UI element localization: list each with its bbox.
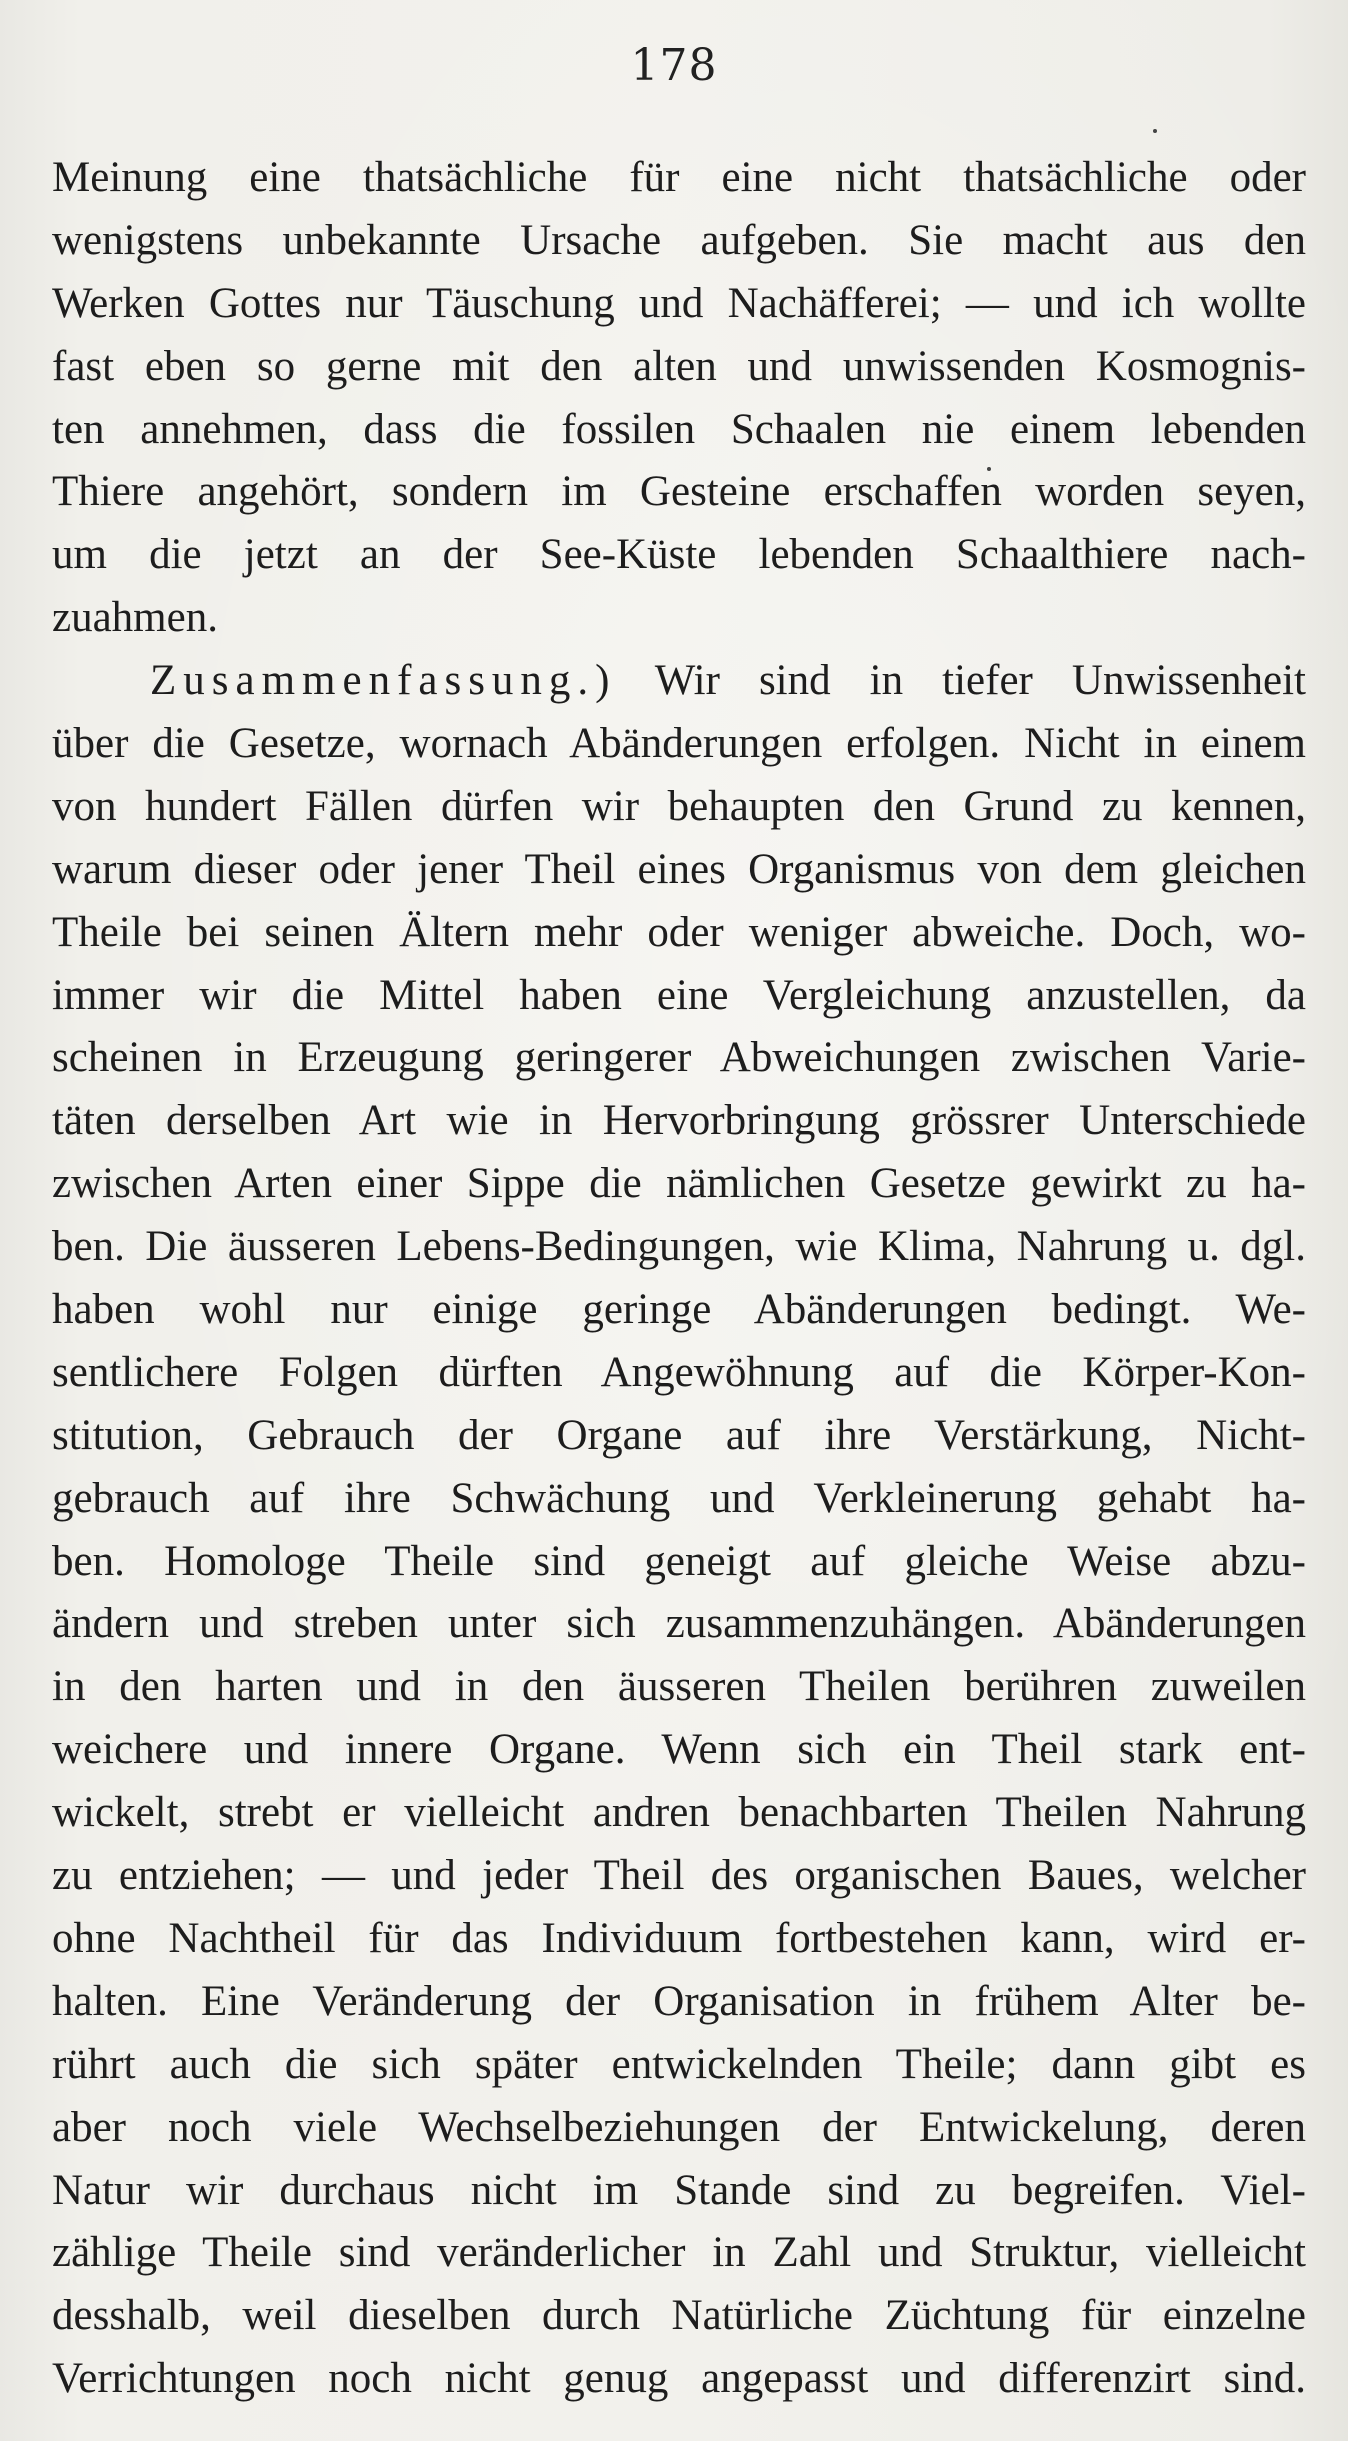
text-line: rührt auch die sich später entwickelnden Theile; dann gibt es xyxy=(52,2040,1306,2088)
text-line: ben. Die äusseren Lebens-Bedingungen, wie Klima, Nahrung u. dgl. xyxy=(52,1223,1306,1271)
text-line: zählige Theile sind veränderlicher in Zahl und Struktur, vielleicht xyxy=(52,2229,1306,2277)
text-line: warum dieser oder jener Theil eines Organismus von dem gleichen xyxy=(52,845,1306,893)
text-line: desshalb, weil dieselben durch Natürliche Züchtung für einzelne xyxy=(52,2292,1306,2340)
text-line: von hundert Fällen dürfen wir behaupten den Grund zu kennen, xyxy=(52,782,1306,830)
text-line: zu entziehen; — und jeder Theil des organischen Baues, welcher xyxy=(52,1852,1306,1900)
text-line: aber noch viele Wechselbeziehungen der Entwickelung, deren xyxy=(52,2103,1306,2151)
text-line: ohne Nachtheil für das Individuum fortbestehen kann, wird er- xyxy=(52,1914,1306,1962)
text-line: weichere und innere Organe. Wenn sich ein Theil stark ent- xyxy=(52,1726,1306,1774)
text-line: ben. Homologe Theile sind geneigt auf gleiche Weise abzu- xyxy=(52,1537,1306,1585)
text-line: fast eben so gerne mit den alten und unwissenden Kosmognis- xyxy=(52,342,1306,390)
text-line: scheinen in Erzeugung geringerer Abweichungen zwischen Varie- xyxy=(52,1034,1306,1082)
text-line: über die Gesetze, wornach Abänderungen erfolgen. Nicht in einem xyxy=(52,720,1306,768)
text-line: haben wohl nur einige geringe Abänderungen bedingt. We- xyxy=(52,1286,1306,1334)
page-number: 178 xyxy=(630,40,718,91)
section-heading: Zusammenfassung.) xyxy=(150,657,617,705)
text-line: Theile bei seinen Ältern mehr oder weniger abweiche. Doch, wo- xyxy=(52,908,1306,956)
text-line: ten annehmen, dass die fossilen Schaalen nie einem lebenden xyxy=(52,405,1306,453)
text-line: täten derselben Art wie in Hervorbringung grössrer Unterschiede xyxy=(52,1097,1306,1145)
text-line: Natur wir durchaus nicht im Stande sind zu begreifen. Viel- xyxy=(52,2166,1306,2214)
text-line: um die jetzt an der See-Küste lebenden Schaalthiere nach- xyxy=(52,531,1306,579)
text-line: stitution, Gebrauch der Organe auf ihre Verstärkung, Nicht- xyxy=(52,1411,1306,1459)
text-line: wickelt, strebt er vielleicht andren benachbarten Theilen Nahrung xyxy=(52,1789,1306,1837)
text-line: Thiere angehört, sondern im Gesteine erschaffen worden seyen, xyxy=(52,468,1306,516)
text-line: Werken Gottes nur Täuschung und Nachäfferei; — und ich wollte xyxy=(52,279,1306,327)
section-first-line xyxy=(52,650,1306,713)
text-line: Meinung eine thatsächliche für eine nicht thatsächliche oder xyxy=(52,154,1306,201)
text-line: sentlichere Folgen dürften Angewöhnung auf die Körper-Kon- xyxy=(52,1348,1306,1396)
text-line: immer wir die Mittel haben eine Vergleichung anzustellen, da xyxy=(52,971,1306,1019)
print-speck xyxy=(1153,129,1157,133)
text-line: Verrichtungen noch nicht genug angepasst und differenzirt sind. xyxy=(52,2355,1306,2403)
text-line: wenigstens unbekannte Ursache aufgeben. Sie macht aus den xyxy=(52,216,1306,264)
text-line: zuahmen. xyxy=(52,594,218,642)
section-first-line-text: Wir sind in tiefer Unwissenheit xyxy=(654,657,1306,705)
text-line: gebrauch auf ihre Schwächung und Verkleinerung gehabt ha- xyxy=(52,1474,1306,1522)
text-line: in den harten und in den äusseren Theilen berühren zuweilen xyxy=(52,1663,1306,1711)
body-text xyxy=(52,147,1306,2411)
text-line: zwischen Arten einer Sippe die nämlichen Gesetze gewirkt zu ha- xyxy=(52,1160,1306,1208)
text-line: halten. Eine Veränderung der Organisation in frühem Alter be- xyxy=(52,1977,1306,2025)
text-line: ändern und streben unter sich zusammenzuhängen. Abänderungen xyxy=(52,1600,1306,1648)
